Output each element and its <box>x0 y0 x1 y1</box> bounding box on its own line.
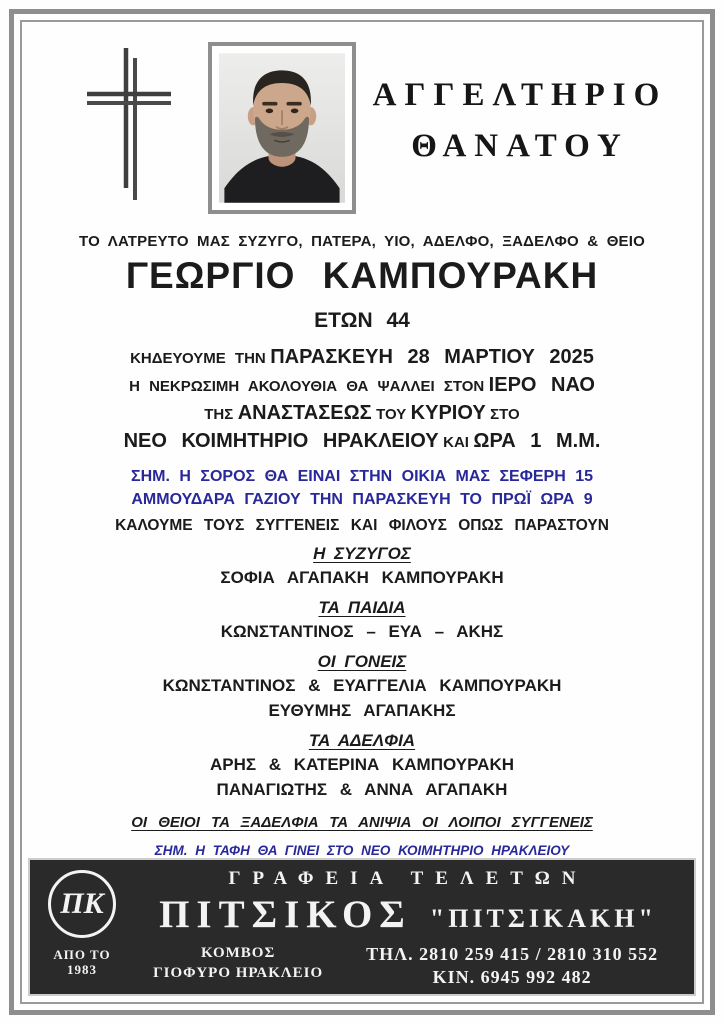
burial-note: ΣΗΜ. Η ΤΑΦΗ ΘΑ ΓΙΝΕΙ ΣΤΟ ΝΕΟ ΚΟΙΜΗΤΗΡΙΟ ΗΡΑΚΛΕΙΟΥ <box>154 843 570 858</box>
funeral-service-line: Η ΝΕΚΡΩΣΙΜΗ ΑΚΟΛΟΥΘΙΑ ΘΑ ΨΑΛΛΕΙ ΣΤΟΝ ΙΕΡΟ ΝΑΟ <box>129 374 595 396</box>
family-section-siblings <box>210 731 514 801</box>
family-member: ΑΡΗΣ & ΚΑΤΕΡΙΝΑ ΚΑΜΠΟΥΡΑΚΗ <box>209 755 514 774</box>
family-heading: ΟΙ ΓΟΝΕΙΣ <box>317 652 407 671</box>
family-heading: ΤΑ ΑΔΕΛΦΙΑ <box>308 731 416 750</box>
funeral-home-banner <box>28 858 696 996</box>
logo-monogram: ΠΚ <box>60 887 104 920</box>
family-heading: ΤΑ ΠΑΙΔΙΑ <box>318 598 406 617</box>
age-line: ΕΤΩΝ 44 <box>314 309 410 332</box>
funeral-date-line: ΚΗΔΕΥΟΥΜΕ ΤΗΝ ΠΑΡΑΣΚΕΥΗ 28 ΜΑΡΤΙΟΥ 2025 <box>130 346 594 368</box>
portrait-photo-frame <box>208 42 356 214</box>
family-section-spouse <box>220 544 503 589</box>
family-member: ΕΥΘΥΜΗΣ ΑΓΑΠΑΚΗΣ <box>268 701 456 720</box>
brand-name: ΠΙΤΣΙΚΟΣ <box>159 893 412 936</box>
relatives-line: ΟΙ ΘΕΙΟΙ ΤΑ ΞΑΔΕΛΦΙΑ ΤΑ ΑΝΙΨΙΑ ΟΙ ΛΟΙΠΟΙ ΣΥΓΓΕΝΕΙΣ <box>131 814 593 831</box>
funeral-home-phones <box>342 943 682 989</box>
family-section-parents <box>163 652 562 722</box>
family-section-children <box>221 598 503 643</box>
residence-note-line2: ΑΜΜΟΥΔΑΡΑ ΓΑΖΙΟΥ ΤΗΝ ΠΑΡΑΣΚΕΥΗ ΤΟ ΠΡΩΪ ΩΡΑ 9 <box>131 491 593 508</box>
funeral-home-address: ΚΟΜΒΟΣ ΓΙΟΦΥΡΟ ΗΡΑΚΛΕΙΟ <box>153 945 324 981</box>
funeral-church-line: ΤΗΣ ΑΝΑΣΤΑΣΕΩΣ ΤΟΥ ΚΥΡΙΟΥ ΣΤΟ <box>204 402 520 424</box>
funeral-place-time-line: ΝΕΟ ΚΟΙΜΗΤΗΡΙΟ ΗΡΑΚΛΕΙΟΥ ΚΑΙ ΩΡΑ 1 Μ.Μ. <box>123 430 601 452</box>
funeral-home-name <box>134 892 682 937</box>
funeral-home-logo-column <box>30 860 134 994</box>
invitation-line: ΚΑΛΟΥΜΕ ΤΟΥΣ ΣΥΓΓΕΝΕΙΣ ΚΑΙ ΦΙΛΟΥΣ ΟΠΩΣ ΠΑΡΑΣΤΟΥΝ <box>115 517 609 534</box>
portrait-photo <box>219 53 345 203</box>
intro-line: ΤΟ ΛΑΤΡΕΥΤΟ ΜΑΣ ΣΥΖΥΓΟ, ΠΑΤΕΡΑ, ΥΙΟ, ΑΔΕΛΦΟ, ΞΑΔΕΛΦΟ & ΘΕΙΟ <box>78 233 646 251</box>
funeral-details <box>124 344 601 456</box>
page-title-line1: ΑΓΓΕΛΤΗΡΙΟ <box>372 77 668 113</box>
page-title-line2: ΘΑΝΑΤΟΥ <box>411 128 629 165</box>
since-text: ΑΠΟ ΤΟ 1983 <box>53 947 111 977</box>
cross-icon <box>72 42 190 215</box>
residence-note <box>131 465 593 511</box>
family-member: ΣΟΦΙΑ ΑΓΑΠΑΚΗ ΚΑΜΠΟΥΡΑΚΗ <box>220 568 504 587</box>
page-title <box>356 70 684 172</box>
phone-mobile: ΚΙΝ. 6945 992 482 <box>432 967 592 987</box>
phone-fixed: ΤΗΛ. 2810 259 415 / 2810 310 552 <box>366 944 659 964</box>
brand-name-quoted: "ΠΙΤΣΙΚΑΚΗ" <box>429 904 657 933</box>
residence-note-line1: ΣΗΜ. Η ΣΟΡΟΣ ΘΑ ΕΙΝΑΙ ΣΤΗΝ ΟΙΚΙΑ ΜΑΣ ΣΕΦΕΡΗ 15 <box>130 468 593 485</box>
funeral-home-contact-row <box>134 943 682 989</box>
family-member: ΠΑΝΑΓΙΩΤΗΣ & ΑΝΝΑ ΑΓΑΠΑΚΗ <box>216 780 508 799</box>
deceased-name: ΓΕΩΡΓΙΟ ΚΑΜΠΟΥΡΑΚΗ <box>125 255 599 297</box>
family-member: ΚΩΝΣΤΑΝΤΙΝΟΣ & ΕΥΑΓΓΕΛΙΑ ΚΑΜΠΟΥΡΑΚΗ <box>162 676 562 695</box>
family-member: ΚΩΝΣΤΑΝΤΙΝΟΣ – ΕΥΑ – ΑΚΗΣ <box>220 622 504 641</box>
funeral-home-info <box>134 860 694 994</box>
header <box>26 26 698 217</box>
family-heading: Η ΣΥΖΥΓΟΣ <box>313 544 411 563</box>
funeral-home-tagline: ΓΡΑΦΕΙΑ ΤΕΛΕΤΩΝ <box>228 868 588 889</box>
funeral-home-logo <box>48 870 116 938</box>
page-content <box>26 26 698 998</box>
